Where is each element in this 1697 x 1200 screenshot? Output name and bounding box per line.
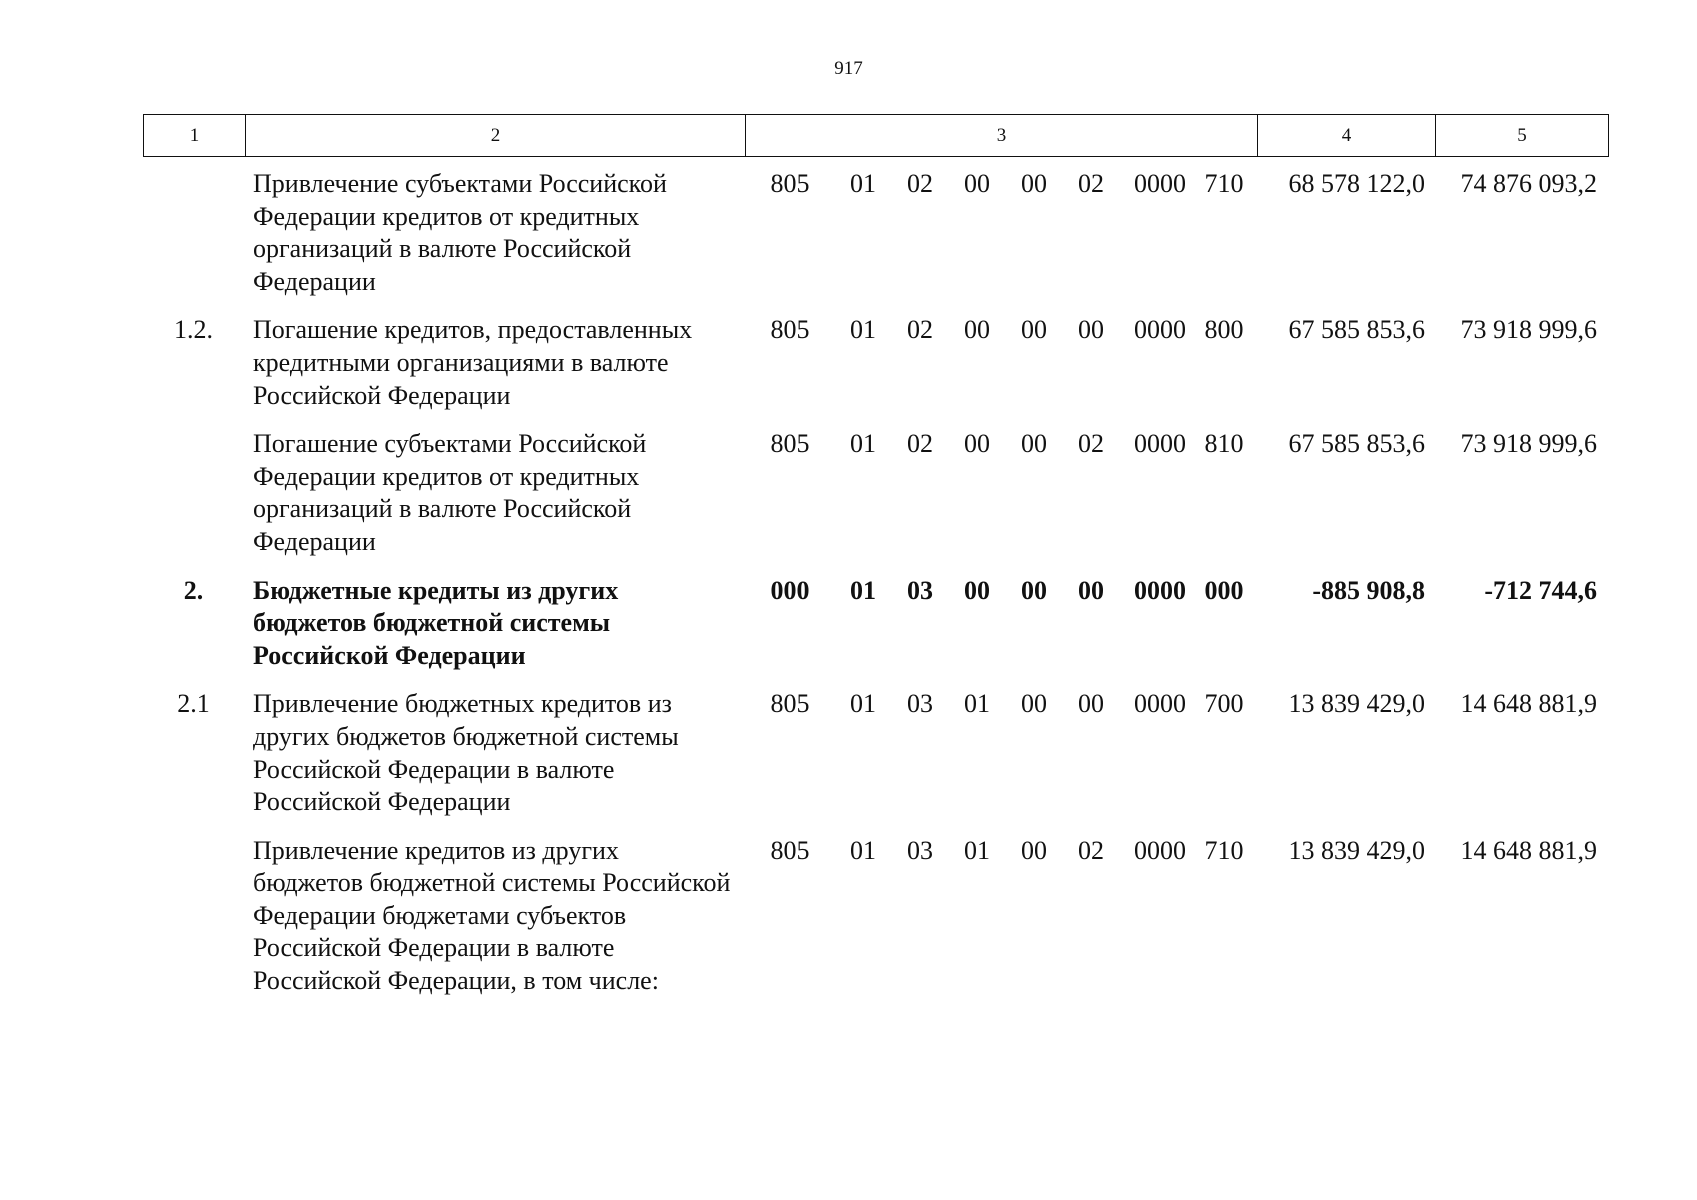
code-article: 00	[964, 429, 990, 459]
header-col-4: 4	[1258, 115, 1436, 157]
code-element: 02	[1078, 429, 1104, 459]
value-col-4: -885 908,8	[1312, 575, 1425, 605]
code-subgroup: 02	[907, 315, 933, 345]
code-kind: 000	[1204, 575, 1244, 605]
code-admin: 805	[770, 835, 810, 865]
header-col-1: 1	[144, 115, 246, 157]
row-description: Привлечение кредитов из других бюджетов бюджетной системы Российской Федерации бюджетами субъектов Российской Федерации в валюте Российской Федерации, в том числе:	[253, 835, 731, 996]
code-group: 01	[850, 315, 876, 345]
table-body	[143, 168, 1605, 1014]
header-col-2: 2	[246, 115, 746, 157]
code-subgroup: 02	[907, 169, 933, 198]
value-col-4: 68 578 122,0	[1288, 169, 1425, 198]
table-header	[143, 114, 1609, 157]
table-row	[143, 168, 1605, 298]
value-col-4: 13 839 429,0	[1288, 835, 1425, 865]
code-program: 0000	[1134, 835, 1186, 865]
code-program: 0000	[1134, 689, 1186, 719]
row-description: Привлечение субъектами Российской Федерации кредитов от кредитных организаций в валюте Российской Федерации	[253, 169, 667, 296]
code-element: 00	[1078, 689, 1104, 719]
row-number: 2.1	[177, 689, 210, 719]
code-program: 0000	[1134, 315, 1186, 345]
value-col-5: 14 648 881,9	[1460, 835, 1597, 865]
value-col-5: 73 918 999,6	[1460, 429, 1597, 459]
code-subgroup: 03	[907, 689, 933, 719]
code-admin: 805	[770, 315, 810, 345]
code-kind: 710	[1204, 835, 1244, 865]
row-description: Погашение субъектами Российской Федерации кредитов от кредитных организаций в валюте Российской Федерации	[253, 429, 647, 556]
code-element: 00	[1078, 315, 1104, 345]
code-kind: 800	[1204, 315, 1244, 345]
value-col-5: 74 876 093,2	[1460, 169, 1597, 198]
code-subarticle: 00	[1021, 169, 1047, 198]
row-description: Бюджетные кредиты из других бюджетов бюджетной системы Российской Федерации	[253, 575, 619, 670]
table-row	[143, 835, 1605, 998]
code-subarticle: 00	[1021, 689, 1047, 719]
page-number: 917	[834, 58, 863, 79]
code-admin: 000	[770, 575, 810, 605]
row-description: Привлечение бюджетных кредитов из других бюджетов бюджетной системы Российской Федерации в валюте Российской Федерации	[253, 689, 679, 817]
code-program: 0000	[1134, 429, 1186, 459]
value-col-4: 13 839 429,0	[1288, 689, 1425, 719]
code-element: 02	[1078, 169, 1104, 198]
value-col-5: 14 648 881,9	[1460, 689, 1597, 719]
code-group: 01	[850, 429, 876, 459]
code-subarticle: 00	[1021, 429, 1047, 459]
header-col-5: 5	[1436, 115, 1609, 157]
table-row-section	[143, 575, 1605, 673]
code-program: 0000	[1134, 169, 1186, 198]
code-kind: 710	[1204, 169, 1244, 198]
table-row	[143, 428, 1605, 558]
code-article: 00	[964, 575, 990, 605]
code-admin: 805	[770, 429, 810, 459]
value-col-5: 73 918 999,6	[1460, 315, 1597, 345]
header-col-3: 3	[746, 115, 1258, 157]
table-row	[143, 688, 1605, 818]
code-admin: 805	[770, 689, 810, 719]
code-subarticle: 00	[1021, 575, 1047, 605]
table-row	[143, 314, 1605, 412]
code-group: 01	[850, 835, 876, 865]
code-subgroup: 03	[907, 835, 933, 865]
code-subarticle: 00	[1021, 315, 1047, 345]
row-description: Погашение кредитов, предоставленных кредитными организациями в валюте Российской Федерации	[253, 315, 693, 410]
code-element: 02	[1078, 835, 1104, 865]
code-kind: 810	[1204, 429, 1244, 459]
value-col-4: 67 585 853,6	[1288, 429, 1425, 459]
code-group: 01	[850, 575, 876, 605]
code-admin: 805	[770, 169, 810, 198]
code-element: 00	[1078, 575, 1104, 605]
row-number: 2.	[183, 575, 204, 605]
code-article: 01	[964, 835, 990, 865]
code-program: 0000	[1134, 575, 1186, 605]
code-subgroup: 03	[907, 575, 933, 605]
code-subgroup: 02	[907, 429, 933, 459]
code-group: 01	[850, 169, 876, 198]
value-col-5: -712 744,6	[1484, 575, 1597, 605]
code-kind: 700	[1204, 689, 1244, 719]
code-group: 01	[850, 689, 876, 719]
code-article: 00	[964, 169, 990, 198]
value-col-4: 67 585 853,6	[1288, 315, 1425, 345]
row-number: 1.2.	[174, 315, 213, 345]
code-article: 00	[964, 315, 990, 345]
code-subarticle: 00	[1021, 835, 1047, 865]
code-article: 01	[964, 689, 990, 719]
